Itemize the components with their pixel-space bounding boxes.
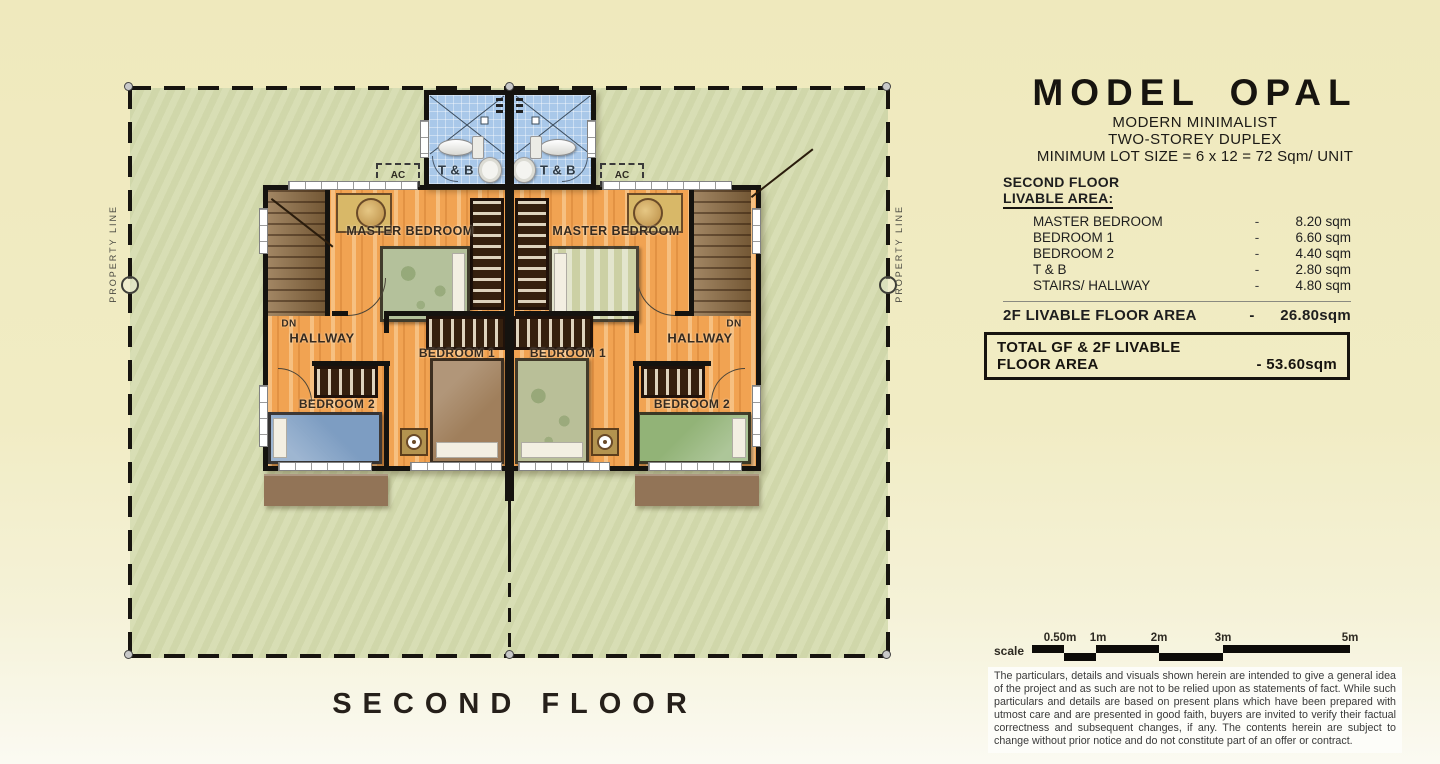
pillow xyxy=(521,442,583,458)
table-heading-1: SECOND FLOOR xyxy=(1003,174,1120,190)
interior-wall xyxy=(675,311,691,316)
row-dash: - xyxy=(1254,246,1260,261)
pillow xyxy=(273,418,287,458)
scale-tick: 2m xyxy=(1150,632,1168,644)
room-label-bedroom2: BEDROOM 2 xyxy=(653,397,731,411)
table-row xyxy=(1003,278,1351,294)
property-line-right xyxy=(886,88,890,658)
room-label-bedroom1: BEDROOM 1 xyxy=(529,346,607,360)
row-value: 4.40 sqm xyxy=(1295,246,1351,261)
shower-head-icon xyxy=(516,98,523,114)
grand-total-label: FLOOR AREA xyxy=(997,356,1099,373)
pillow xyxy=(436,442,498,458)
interior-wall xyxy=(634,311,639,333)
balcony-ledge-left xyxy=(264,474,388,506)
wardrobe xyxy=(641,366,705,398)
row-value: 8.20 sqm xyxy=(1295,214,1351,229)
pillow xyxy=(452,253,465,317)
table-heading-2: LIVABLE AREA: xyxy=(1003,190,1113,209)
livable-area-table xyxy=(1003,174,1351,324)
interior-wall xyxy=(633,361,711,366)
wardrobe xyxy=(314,366,378,398)
total-value: 26.80sqm xyxy=(1280,307,1351,324)
wardrobe xyxy=(426,316,506,350)
title-block xyxy=(988,72,1402,166)
lamp-icon xyxy=(406,434,422,450)
property-line-marker-icon xyxy=(879,276,897,294)
side-table xyxy=(400,428,428,456)
interior-wall xyxy=(515,311,638,316)
bedroom1-bed-right xyxy=(515,358,589,464)
scale-tick: 5m xyxy=(1341,632,1359,644)
toilet-tank xyxy=(472,136,484,159)
window xyxy=(518,462,610,471)
pillow xyxy=(732,418,746,458)
room-label-hallway: HALLWAY xyxy=(667,330,733,346)
property-line-marker-icon xyxy=(121,276,139,294)
ac-label: AC xyxy=(390,169,406,181)
window xyxy=(259,208,268,254)
shower-head-icon xyxy=(496,98,503,114)
interior-wall xyxy=(384,311,389,333)
sink-fixture xyxy=(478,157,502,183)
stairs-left xyxy=(268,190,330,316)
row-dash: - xyxy=(1254,278,1260,293)
wardrobe xyxy=(513,316,593,350)
row-label: STAIRS/ HALLWAY xyxy=(1033,278,1151,293)
table-separator xyxy=(1003,301,1351,302)
table-row xyxy=(1003,246,1351,262)
grand-total-value: - 53.60sqm xyxy=(1256,356,1337,373)
window xyxy=(278,462,372,471)
window xyxy=(288,181,418,190)
balcony-ledge-right xyxy=(635,474,759,506)
interior-wall xyxy=(332,311,348,316)
interior-wall xyxy=(385,311,508,316)
scale-segment xyxy=(1096,645,1159,653)
party-wall-stub xyxy=(505,471,514,501)
scale-segment xyxy=(1223,645,1350,653)
ac-label: AC xyxy=(614,169,630,181)
total-label: 2F LIVABLE FLOOR AREA xyxy=(1003,307,1197,324)
party-wall xyxy=(505,88,514,471)
model-subtitle-1: MODERN MINIMALIST xyxy=(1112,114,1278,131)
grand-total-line1: TOTAL GF & 2F LIVABLE xyxy=(997,339,1181,356)
row-label: MASTER BEDROOM xyxy=(1033,214,1163,229)
sink-fixture xyxy=(512,157,536,183)
scale-bar xyxy=(994,632,1374,664)
lot-corner-pin xyxy=(124,82,133,91)
pillow xyxy=(554,253,567,317)
total-dash: - xyxy=(1249,307,1255,324)
room-label-master-bedroom: MASTER BEDROOM xyxy=(346,224,474,238)
wardrobe xyxy=(515,198,549,310)
room-label-tb: T & B xyxy=(540,162,576,178)
row-value: 4.80 sqm xyxy=(1295,278,1351,293)
lot-corner-pin xyxy=(882,650,891,659)
toilet-tank xyxy=(530,136,542,159)
scale-tick: 0.50m xyxy=(1043,632,1077,644)
table-row xyxy=(1003,214,1351,230)
lot-size-note: MINIMUM LOT SIZE = 6 x 12 = 72 Sqm/ UNIT xyxy=(1036,148,1354,165)
window xyxy=(752,385,761,447)
unit-divider-line xyxy=(508,500,511,558)
stair-dn-label: DN xyxy=(726,318,742,330)
model-subtitle-2: TWO-STOREY DUPLEX xyxy=(1108,131,1282,148)
interior-wall xyxy=(384,361,389,466)
row-value: 6.60 sqm xyxy=(1295,230,1351,245)
window xyxy=(259,385,268,447)
row-value: 2.80 sqm xyxy=(1295,262,1351,277)
stair-dn-label: DN xyxy=(281,318,297,330)
stair-run-line xyxy=(271,198,333,247)
property-line-label-left: PROPERTY LINE xyxy=(108,205,118,303)
table-row xyxy=(1003,230,1351,246)
lot-corner-pin xyxy=(882,82,891,91)
scale-bar-track xyxy=(1032,632,1362,664)
row-label: T & B xyxy=(1033,262,1067,277)
bedroom2-bed-left xyxy=(268,412,382,464)
floor-title: SECOND FLOOR xyxy=(332,688,698,720)
lamp-icon xyxy=(597,434,613,450)
stairs-right xyxy=(689,190,751,316)
row-label: BEDROOM 1 xyxy=(1033,230,1115,245)
room-label-master-bedroom: MASTER BEDROOM xyxy=(552,224,680,238)
window xyxy=(420,120,429,158)
window xyxy=(410,462,502,471)
grand-total-box xyxy=(984,332,1350,380)
side-table xyxy=(591,428,619,456)
room-label-bedroom1: BEDROOM 1 xyxy=(418,346,496,360)
room-label-bedroom2: BEDROOM 2 xyxy=(298,397,376,411)
window xyxy=(587,120,596,158)
scale-segment xyxy=(1159,653,1223,661)
window xyxy=(602,181,732,190)
row-dash: - xyxy=(1254,262,1260,277)
interior-wall xyxy=(312,361,390,366)
table-total-row xyxy=(1003,307,1351,324)
disclaimer-text: The particulars, details and visuals shown herein are intended to give a general idea of the project and as such are not to be relied upon as statements of fact. While such particulars and details are based on present plans which have been prepared with utmost care and are presented in good faith, buyers are invited to verify their factual correctness and subsequent changes, if any. The contents herein are subject to change without prior notice and do not constitute part of an offer or contract. xyxy=(988,667,1402,753)
room-label-tb: T & B xyxy=(438,162,474,178)
scale-word: scale xyxy=(994,644,1025,658)
property-line-left xyxy=(128,88,132,658)
party-wall-pin xyxy=(505,82,514,91)
table-row xyxy=(1003,262,1351,278)
toilet-fixture xyxy=(540,139,576,156)
unit-divider-dashed xyxy=(508,558,511,654)
scale-tick: 1m xyxy=(1089,632,1107,644)
row-label: BEDROOM 2 xyxy=(1033,246,1115,261)
party-wall-pin xyxy=(505,650,514,659)
property-line-label-right: PROPERTY LINE xyxy=(894,205,904,303)
row-dash: - xyxy=(1254,214,1260,229)
grand-total-line2 xyxy=(997,356,1337,373)
scale-segment xyxy=(1064,653,1096,661)
window xyxy=(648,462,742,471)
bedroom2-bed-right xyxy=(637,412,751,464)
toilet-fixture xyxy=(438,139,474,156)
lot-corner-pin xyxy=(124,650,133,659)
wardrobe xyxy=(470,198,504,310)
model-title: MODEL OPAL xyxy=(1032,72,1358,113)
room-label-hallway: HALLWAY xyxy=(289,330,355,346)
row-dash: - xyxy=(1254,230,1260,245)
scale-segment xyxy=(1032,645,1064,653)
window xyxy=(752,208,761,254)
scale-tick: 3m xyxy=(1214,632,1232,644)
bedroom1-bed-left xyxy=(430,358,504,464)
interior-wall xyxy=(634,361,639,466)
